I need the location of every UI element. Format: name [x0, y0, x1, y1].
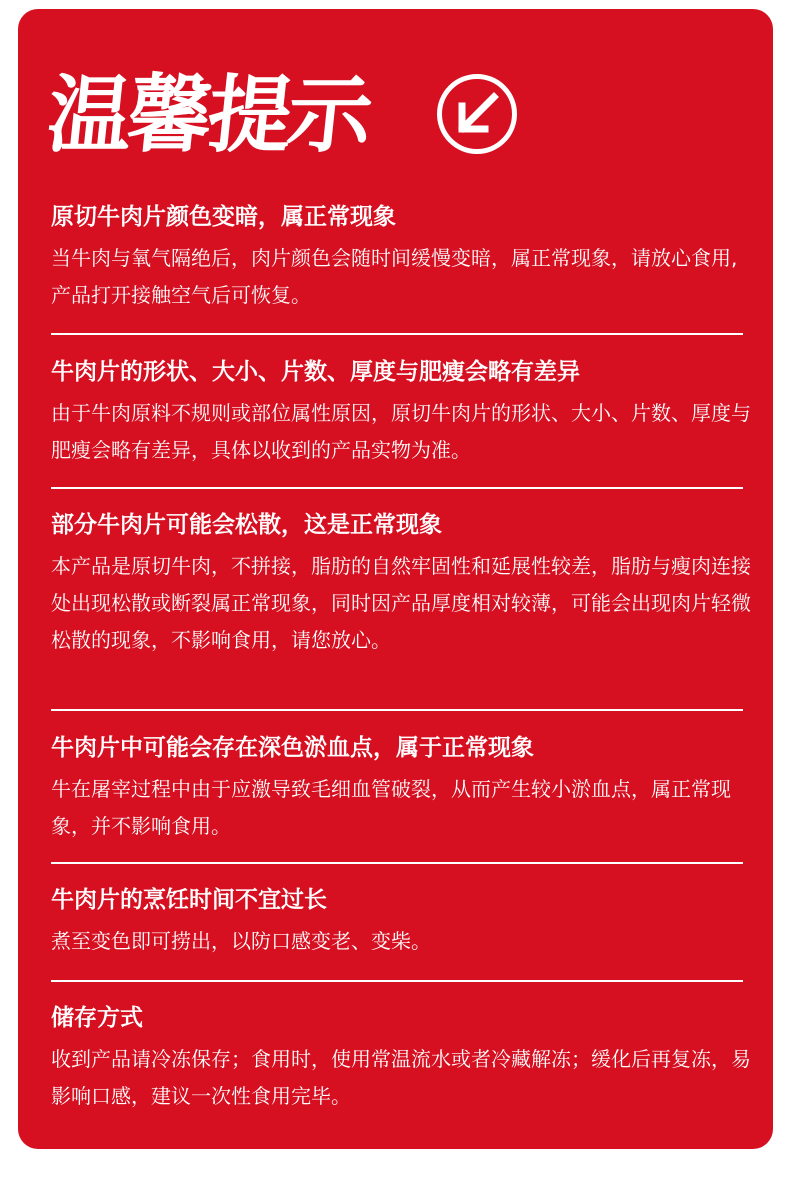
section-title: 部分牛肉片可能会松散，这是正常现象	[51, 512, 442, 538]
section-title: 牛肉片的烹饪时间不宜过长	[51, 887, 327, 913]
section-body: 由于牛肉原料不规则或部位属性原因，原切牛肉片的形状、大小、片数、厚度与肥瘦会略有差异，具体以收到的产品实物为准。	[51, 401, 751, 462]
section-body: 本产品是原切牛肉，不拼接，脂肪的自然牢固性和延展性较差，脂肪与瘦肉连接处出现松散或断裂属正常现象，同时因产品厚度相对较薄，可能会出现肉片轻微松散的现象，不影响食用，请您放心。	[51, 554, 751, 652]
page-title: 温馨提示	[42, 66, 374, 164]
divider	[51, 862, 743, 864]
section-body: 牛在屠宰过程中由于应激导致毛细血管破裂，从而产生较小淤血点，属正常现象，并不影响食用。	[51, 777, 731, 838]
arrow-down-left-circle-icon	[436, 73, 518, 155]
header	[18, 9, 773, 179]
notice-section-loose	[51, 510, 751, 700]
section-body: 煮至变色即可捞出，以防口感变老、变柴。	[51, 929, 431, 953]
divider	[51, 709, 743, 711]
notice-section-cooking	[51, 885, 741, 965]
section-title: 储存方式	[51, 1005, 143, 1031]
divider	[51, 487, 743, 489]
notice-section-shape	[51, 357, 751, 477]
section-body: 当牛肉与氧气隔绝后，肉片颜色会随时间缓慢变暗，属正常现象，请放心食用,产品打开接触空气后可恢复。	[51, 246, 738, 307]
section-title: 牛肉片中可能会存在深色淤血点，属于正常现象	[51, 735, 534, 761]
divider	[51, 980, 743, 982]
section-body: 收到产品请冷冻保存；食用时，使用常温流水或者冷藏解冻；缓化后再复冻，易影响口感，建议一次性食用完毕。	[51, 1047, 751, 1108]
notice-section-storage	[51, 1003, 751, 1123]
section-title: 牛肉片的形状、大小、片数、厚度与肥瘦会略有差异	[51, 359, 580, 385]
notice-section-color	[51, 202, 741, 322]
divider	[51, 333, 743, 335]
section-title: 原切牛肉片颜色变暗，属正常现象	[51, 204, 396, 230]
notice-card	[18, 9, 773, 1149]
notice-section-bruise	[51, 733, 741, 853]
